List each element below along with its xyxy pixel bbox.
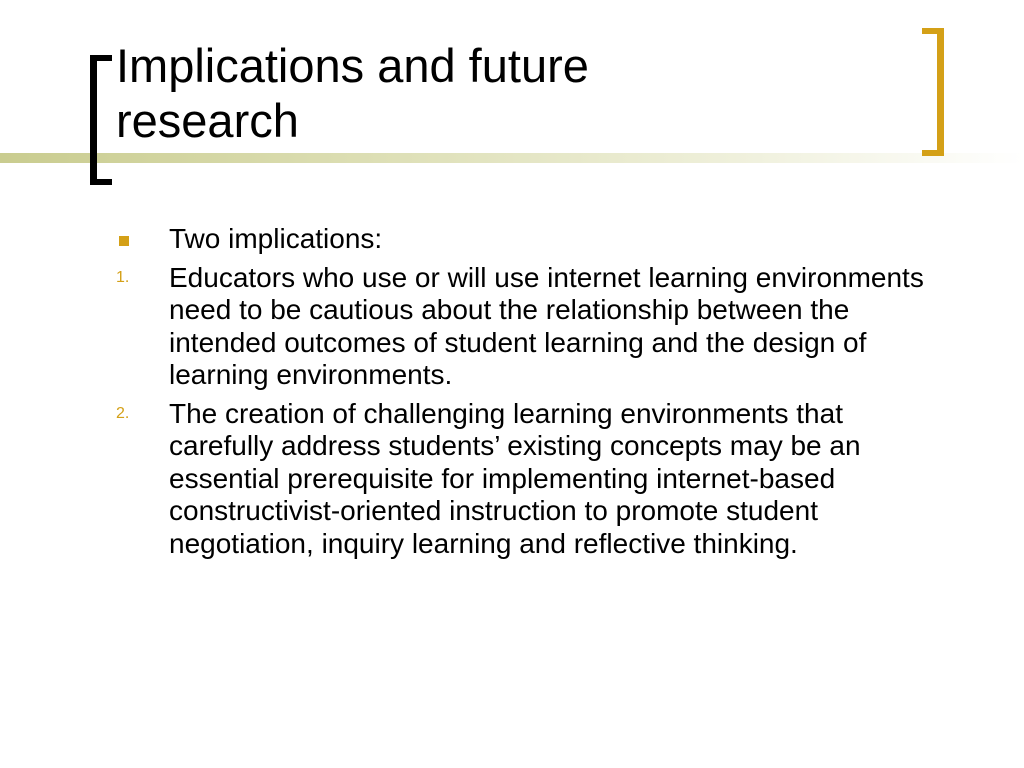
left-bracket-decoration [90, 55, 112, 185]
item-number: 1. [116, 268, 130, 286]
slide-body [113, 223, 953, 566]
bullet-item [113, 223, 953, 256]
title-line-2: research [116, 94, 299, 147]
numbered-item-text: The creation of challenging learning environments that carefully address students’ existing concepts may be an essential prerequisite for implementing internet-based constructivist-oriented instruction to promote student negotiation, inquiry learning and reflective thinking. [169, 397, 861, 559]
numbered-item-2 [113, 398, 953, 561]
bullet-text: Two implications: [169, 223, 383, 254]
title-line-1: Implications and future [116, 39, 589, 92]
right-bracket-decoration [922, 28, 944, 156]
item-number: 2. [116, 404, 130, 422]
square-bullet-icon [119, 236, 129, 246]
numbered-item-text: Educators who use or will use internet learning environments need to be cautious about the relationship between the intended outcomes of student learning and the design of learning environments. [169, 261, 924, 390]
slide-title [116, 38, 896, 148]
title-stripe [0, 153, 1024, 163]
numbered-item-1 [113, 262, 953, 392]
